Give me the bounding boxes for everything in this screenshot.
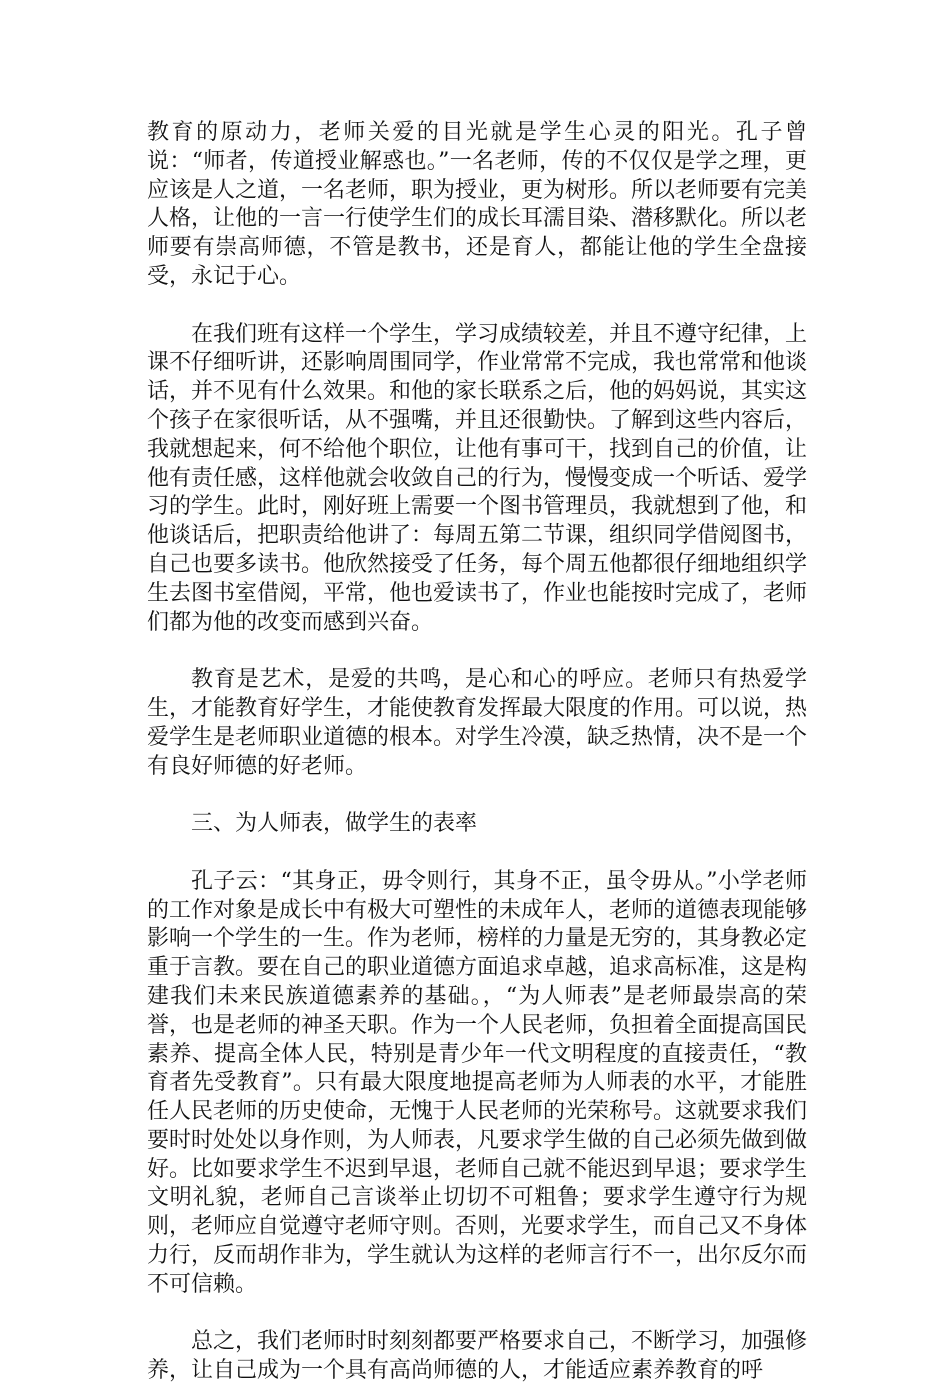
document-body — [147, 119, 807, 1386]
section-heading: 三、为人师表，做学生的表率 — [191, 811, 478, 837]
paragraph: 教育是艺术，是爱的共鸣，是心和心的呼应。老师只有热爱学生，才能教育好学生，才能使教育发挥最大限度的作用。可以说，热爱学生是老师职业道德的根本。对学生冷漠，缺乏热情，决不是一个有良好师德的好老师。 — [147, 667, 808, 779]
paragraph: 在我们班有这样一个学生，学习成绩较差，并且不遵守纪律，上课不仔细听讲，还影响周围同学，作业常常不完成，我也常常和他谈话，并不见有什么效果。和他的家长联系之后，他的妈妈说，其实这个孩子在家很听话，从不强嘴，并且还很勤快。了解到这些内容后，我就想起来，何不给他个职位，让他有事可干，找到自己的价值，让他有责任感，这样他就会收敛自己的行为，慢慢变成一个听话、爱学习的学生。此时，刚好班上需要一个图书管理员，我就想到了他，和他谈话后，把职责给他讲了：每周五第二节课，组织同学借阅图书，自己也要多读书。他欣然接受了任务，每个周五他都很仔细地组织学生去图书室借阅，平常，他也爱读书了，作业也能按时完成了，老师们都为他的改变而感到兴奋。 — [147, 321, 808, 635]
paragraph: 孔子云：“其身正，毋令则行，其身不正，虽令毋从。”小学老师的工作对象是成长中有极大可塑性的未成年人，老师的道德表现能够影响一个学生的一生。作为老师，榜样的力量是无穷的，其身教必定重于言教。要在自己的职业道德方面追求卓越，追求高标准，这是构建我们未来民族道德素养的基础。，“为人师表”是老师最崇高的荣誉，也是老师的神圣天职。作为一个人民老师，负担着全面提高国民素养、提高全体人民，特别是青少年一代文明程度的直接责任，“教育者先受教育”。只有最大限度地提高老师为人师表的水平，才能胜任人民老师的历史使命，无愧于人民老师的光荣称号。这就要求我们要时时处处以身作则，为人师表，凡要求学生做的自己必须先做到做好。比如要求学生不迟到早退，老师自己就不能迟到早退；要求学生文明礼貌，老师自己言谈举止切切不可粗鲁；要求学生遵守行为规则，老师应自觉遵守老师守则。否则，光要求学生，而自己又不身体力行，反而胡作非为，学生就认为这样的老师言行不一，出尔反尔而不可信赖。 — [147, 868, 808, 1297]
paragraph: 总之，我们老师时时刻刻都要严格要求自己，不断学习，加强修养，让自己成为一个具有高尚师德的人，才能适应素养教育的呼 — [147, 1329, 808, 1384]
paragraph: 教育的原动力，老师关爱的目光就是学生心灵的阳光。孔子曾说：“师者，传道授业解惑也。”一名老师，传的不仅仅是学之理，更应该是人之道，一名老师，职为授业，更为树形。所以老师要有完美人格，让他的一言一行使学生们的成长耳濡目染、潜移默化。所以老师要有崇高师德，不管是教书，还是育人，都能让他的学生全盘接受，永记于心。 — [147, 120, 808, 289]
